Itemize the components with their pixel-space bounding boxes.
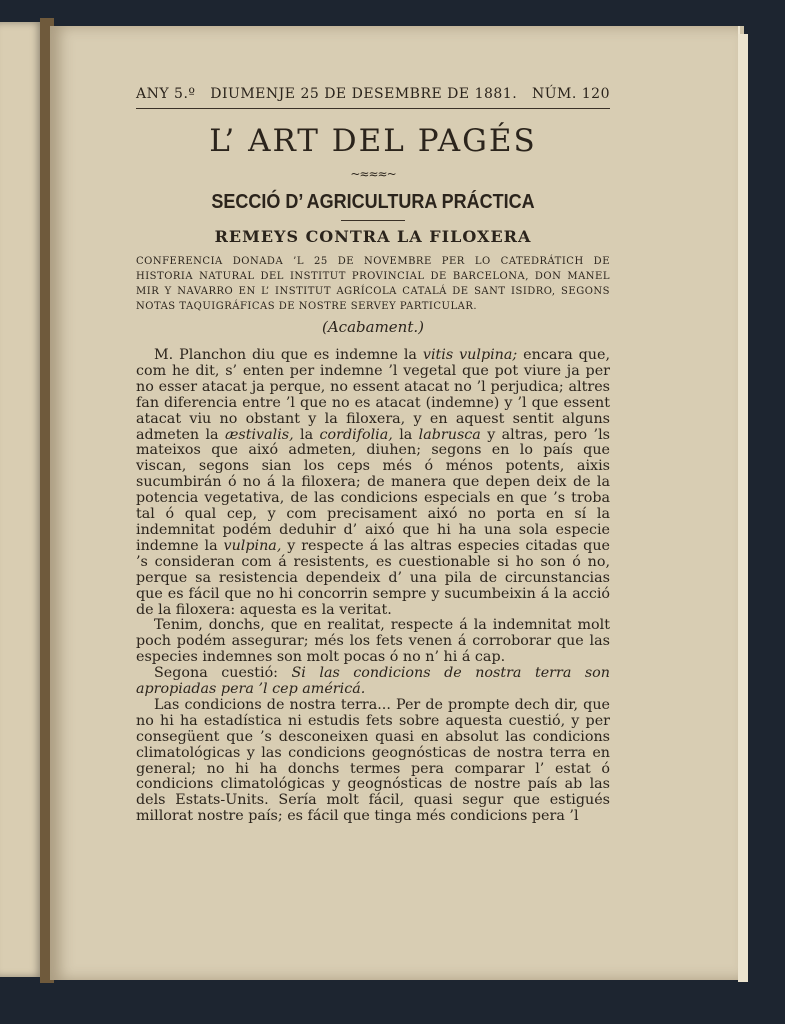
article-title: REMEYS CONTRA LA FILOXERA: [214, 227, 532, 246]
section-heading: SECCIÓ D’ AGRICULTURA PRÁCTICA: [211, 191, 535, 213]
masthead-volume: ANY 5.º: [136, 86, 196, 102]
left-page-edge: [0, 22, 44, 977]
paragraph: Segona cuestió: Si las condicions de nostra terra son apropiadas pera ’l cep américá.: [136, 665, 610, 698]
article-body: [136, 348, 610, 825]
page-content: [136, 86, 610, 825]
continuation-note: (Acabament.): [322, 318, 424, 336]
page-edge: [738, 34, 748, 982]
paragraph: M. Planchon diu que es indemne la vitis vulpina; encara que, com he dit, s’ enten per indemne ’l vegetal que pot viure ja per no esser atacat ja perque, no essent atacat no ’l perjudica; altres fan diferencia entre ’l que no es atacat (indemne) y ’l que essent atacat viu no obstant y la filoxera, y en aquest sentit alguns admeten la æstivalis, la cordifolia, la labrusca y altras, pero ’ls mateixos que aixó admeten, diuhen; segons en lo país que viscan, segons sian los ceps més ó ménos potents, aixis sucumbirán ó no á la filoxera; de manera que depen deix de la potencia vegetativa, de las condicions especials en que ’s troba tal ó qual cep, y com precisament aixó no porta en sí la indemnitat podém deduhir d’ aixó que hi ha una sola especie indemne la vulpina, y respecte á las altras especies citadas que ’s consideran com á resistents, es cuestionable si ho son ó no, perque sa resistencia dependeix d’ una pila de circunstancias que es fácil que no hi concorrin sempre y sucumbeixin á la acció de la filoxera: aquesta es la veritat.: [136, 347, 611, 618]
masthead-date: DIUMENJE 25 DE DESEMBRE DE 1881.: [210, 86, 518, 102]
paragraph: Las condicions de nostra terra... Per de prompte dech dir, que no hi ha estadística ni estudis fets sobre aquesta cuestió, y per consegüent que ’s desconeixen quasi en absolut las condicions climatológicas y las condicions geognósticas de nostra terra en general; no hi ha donchs termes pera comparar l’ estat ó condicions climatológicas y geognósticas de nostre país ab las dels Estats-Units. Sería molt fácil, quasi segur que estigués millorat nostre país; es fácil que tinga més condicions pera ’l: [136, 696, 610, 825]
newspaper-title: L’ ART DEL PAGÉS: [209, 123, 537, 159]
ornament: ~≈≈≈~: [350, 167, 396, 181]
masthead: [136, 86, 610, 109]
paragraph: Tenim, donchs, que en realitat, respecte á la indemnitat molt poch podém assegurar; més los fets venen á corroborar que las especies indemnes son molt pocas ó no n’ hi á cap.: [136, 617, 610, 666]
masthead-number: NÚM. 120: [531, 86, 610, 102]
article-subtitle: CONFERENCIA DONADA ’L 25 DE NOVEMBRE PER LO CATEDRÁTICH DE HISTORIA NATURAL DEL INSTITUT PROVINCIAL DE BARCELONA, DON MANEL MIR Y NAVARRO EN L’ INSTITUT AGRÍCOLA CATALÁ DE SANT ISIDRO, SEGONS NOTAS TAQUIGRÁFICAS DE NOSTRE SERVEY PARTICULAR.: [136, 256, 610, 312]
section-rule: [341, 220, 405, 221]
